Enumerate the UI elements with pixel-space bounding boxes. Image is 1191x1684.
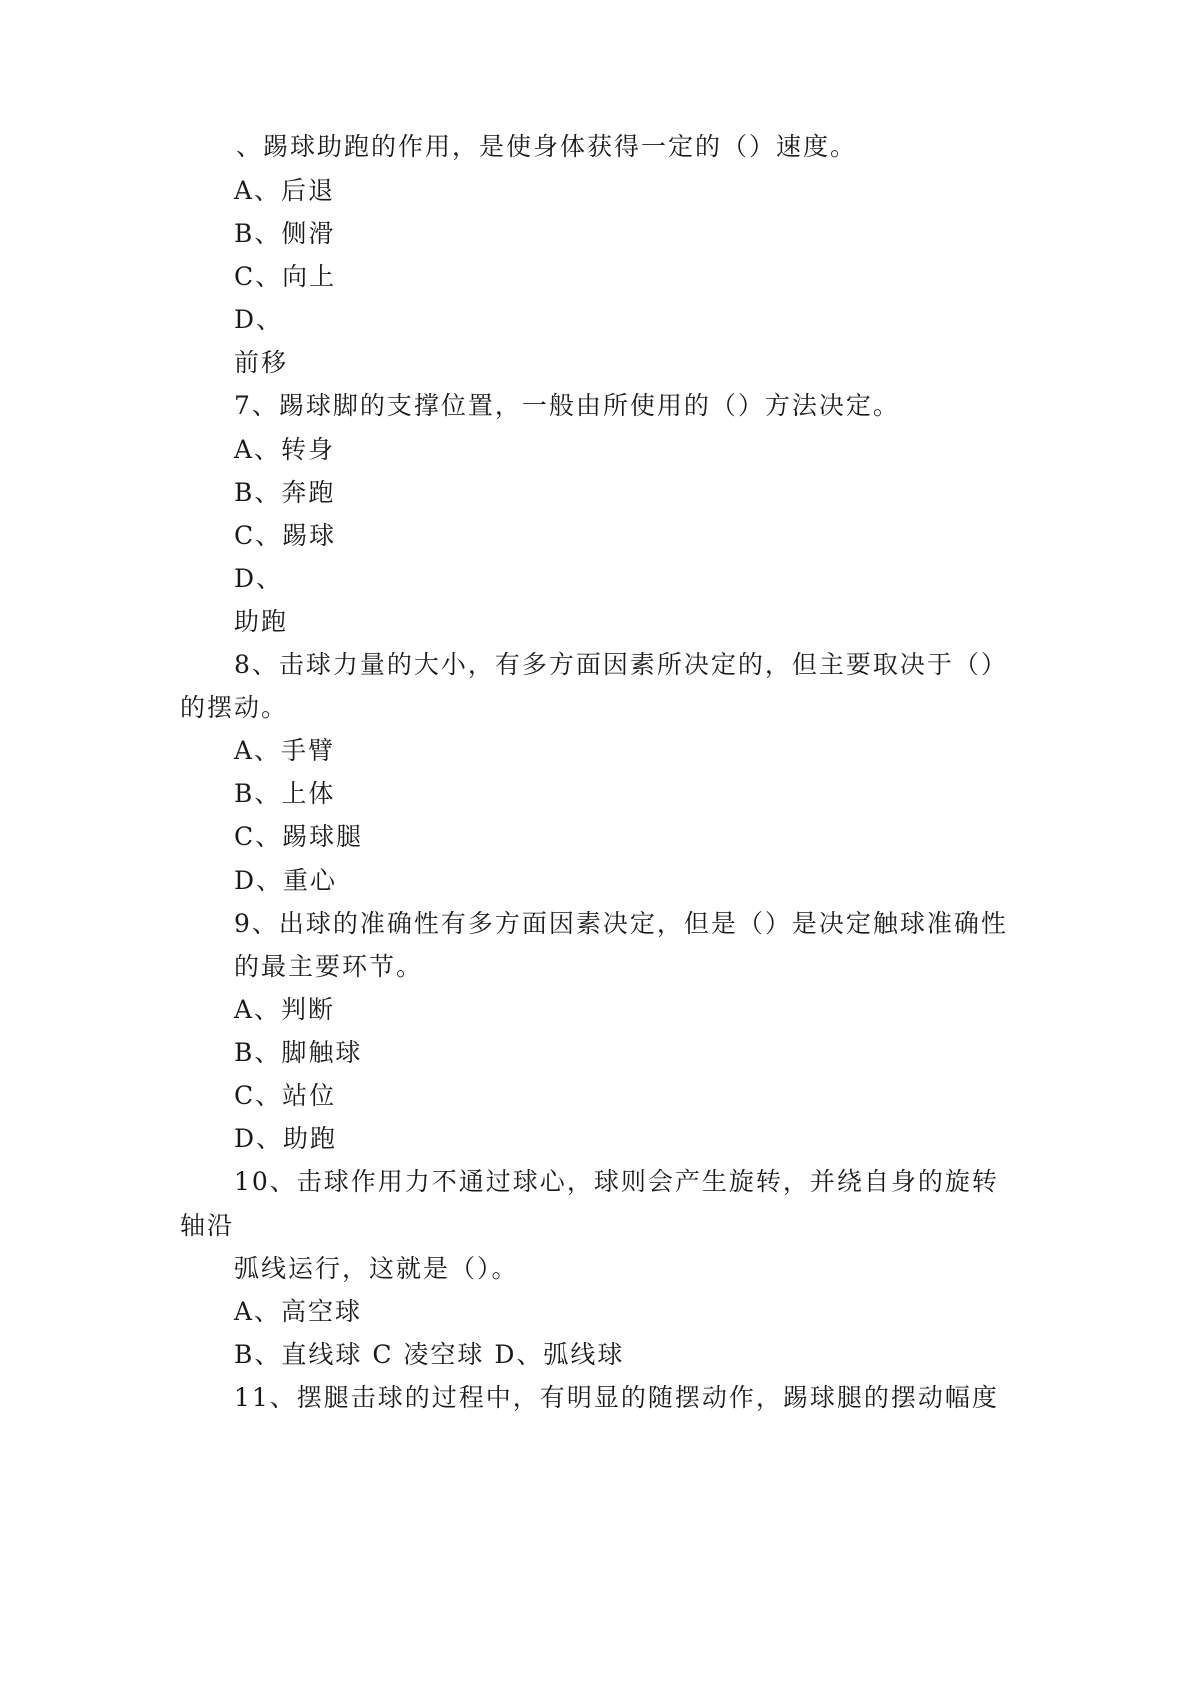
q8-option-b: B、上体 bbox=[234, 779, 336, 808]
question-8-text: 8、击球力量的大小，有多方面因素所决定的，但主要取决于（） bbox=[234, 650, 1008, 679]
question-7-text: 7、踢球脚的支撑位置，一般由所使用的（）方法决定。 bbox=[234, 391, 900, 420]
q9-option-c: C、站位 bbox=[234, 1081, 337, 1110]
question-9-cont: 的最主要环节。 bbox=[234, 952, 424, 981]
q7-option-c: C、踢球 bbox=[234, 521, 337, 550]
q9-option-d: D、助跑 bbox=[234, 1124, 338, 1153]
question-10-cont-2: 弧线运行，这就是（）。 bbox=[234, 1254, 519, 1283]
question-10-text: 10、击球作用力不通过球心，球则会产生旋转，并绕自身的旋转 bbox=[234, 1167, 999, 1196]
q6-option-b: B、侧滑 bbox=[234, 219, 336, 248]
q9-option-b: B、脚触球 bbox=[234, 1038, 363, 1067]
q10-option-a: A、高空球 bbox=[234, 1297, 363, 1326]
question-11-text: 11、摆腿击球的过程中，有明显的随摆动作，踢球腿的摆动幅度 bbox=[234, 1383, 999, 1412]
q6-option-d: D、 bbox=[234, 305, 284, 334]
q10-options-bcd: B、直线球 C 凌空球 D、弧线球 bbox=[234, 1340, 625, 1369]
q9-option-a: A、判断 bbox=[234, 995, 336, 1024]
q6-option-c: C、向上 bbox=[234, 262, 337, 291]
q6-option-d-text: 前移 bbox=[234, 348, 289, 377]
q8-option-d: D、重心 bbox=[234, 866, 338, 895]
q8-option-a: A、手臂 bbox=[234, 736, 336, 765]
q7-option-d: D、 bbox=[234, 564, 284, 593]
q7-option-b: B、奔跑 bbox=[234, 478, 336, 507]
q7-option-a: A、转身 bbox=[234, 435, 336, 464]
question-6-text: 、踢球助跑的作用，是使身体获得一定的（）速度。 bbox=[236, 132, 858, 161]
question-9-text: 9、出球的准确性有多方面因素决定，但是（）是决定触球准确性 bbox=[234, 909, 1008, 938]
q6-option-a: A、后退 bbox=[234, 176, 336, 205]
q8-option-c: C、踢球腿 bbox=[234, 822, 364, 851]
q7-option-d-text: 助跑 bbox=[234, 607, 289, 636]
question-10-cont-1: 轴沿 bbox=[180, 1211, 235, 1240]
question-8-cont: 的摆动。 bbox=[180, 693, 289, 722]
